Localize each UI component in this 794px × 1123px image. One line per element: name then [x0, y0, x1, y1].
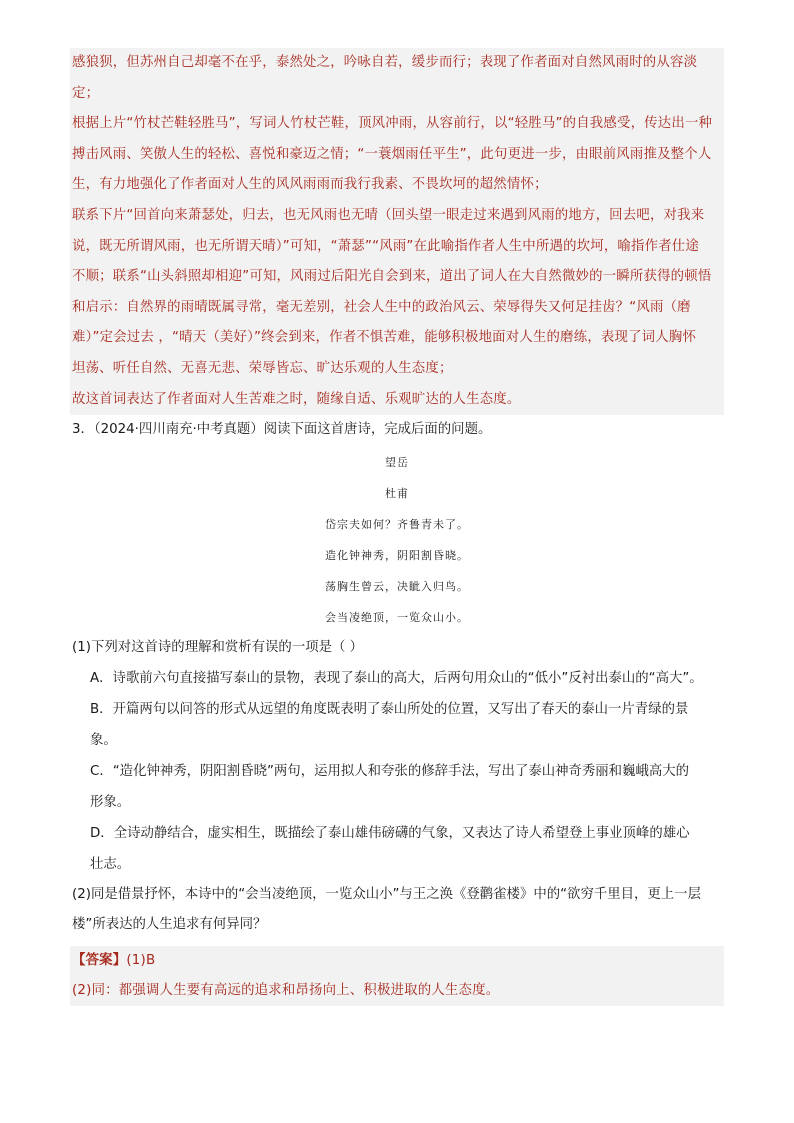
option-d-cont: 壮志。 — [90, 857, 131, 873]
analysis-line: 根据上片“竹杖芒鞋轻胜马”，写词人竹杖芒鞋，顶风冲雨，从容前行，以“轻胜马”的自我感受，传达出一种 — [72, 116, 713, 132]
option-c: C．“造化钟神秀，阴阳割昏晓”两句，运用拟人和夸张的修辞手法，写出了泰山神奇秀丽和巍峨高大的 — [90, 764, 690, 780]
analysis-line: 生，有力地强化了作者面对人生的风风雨雨而我行我素、不畏坎坷的超然情怀； — [72, 177, 548, 193]
analysis-line: 定； — [72, 85, 100, 101]
analysis-line: 坦荡、听任自然、无喜无悲、荣辱皆忘、旷达乐观的人生态度； — [72, 360, 453, 376]
poem-line: 荡胸生曾云，决眦入归鸟。 — [325, 580, 469, 594]
analysis-line: 联系下片“回首向来萧瑟处，归去，也无风雨也无晴（回头望一眼走过来遇到风雨的地方，回去吧，对我来 — [72, 207, 705, 223]
sub-question-2-cont: 楼”所表达的人生追求有何异同？ — [72, 917, 267, 933]
option-a: A．诗歌前六句直接描写泰山的景物，表现了泰山的高大，后两句用众山的“低小”反衬出泰山的“高大”。 — [90, 671, 703, 687]
analysis-line: 和启示：自然界的雨晴既属寻常，毫无差别，社会人生中的政治风云、荣辱得失又何足挂齿？“风雨（磨 — [72, 299, 691, 315]
poem-author: 杜甫 — [385, 487, 409, 501]
option-c-cont: 形象。 — [90, 795, 131, 811]
analysis-block — [70, 48, 724, 415]
analysis-line: 难）”定会过去 ，“晴天（美好）”终会到来，作者不惧苦难，能够积极地面对人生的磨练，表现了词人胸怀 — [72, 330, 697, 346]
poem — [70, 447, 724, 633]
analysis-line: 不顺；联系“山头斜照却相迎”可知，风雨过后阳光自会到来，道出了词人在大自然微妙的一瞬所获得的顿悟 — [72, 269, 712, 285]
poem-title: 望岳 — [385, 456, 409, 470]
option-b-cont: 象。 — [90, 733, 117, 749]
poem-line: 岱宗夫如何？齐鲁青未了。 — [325, 518, 469, 532]
analysis-line: 说，既无所谓风雨，也无所谓天晴）”可知，“萧瑟”“风雨”在此喻指作者人生中所遇的坎坷，喻指作者仕途 — [72, 238, 699, 254]
option-b: B．开篇两句以问答的形式从远望的角度既表明了泰山所处的位置，又写出了春天的泰山一片青绿的景 — [90, 702, 689, 718]
answer-choice: (1)B — [126, 953, 156, 969]
analysis-line: 搏击风雨、笑傲人生的轻松、喜悦和豪迈之情；“一蓑烟雨任平生”，此句更进一步，由眼前风雨推及整个人 — [72, 146, 712, 162]
analysis-line: 故这首词表达了作者面对人生苦难之时，随缘自适、乐观旷达的人生态度。 — [72, 391, 521, 407]
option-d: D．全诗动静结合，虚实相生，既描绘了泰山雄伟磅礴的气象，又表达了诗人希望登上事业顶峰的雄心 — [90, 826, 690, 842]
answer-line-1 — [70, 946, 724, 976]
poem-line: 会当凌绝顶，一览众山小。 — [325, 611, 469, 625]
document-page — [70, 48, 724, 1006]
answer-line-2: (2)同：都强调人生要有高远的追求和昂扬向上、积极进取的人生态度。 — [72, 983, 500, 999]
sub-question-2: (2)同是借景抒怀，本诗中的“会当凌绝顶，一览众山小”与王之涣《登鹳雀楼》中的“欲穷千里目，更上一层 — [72, 887, 701, 903]
question-header: 3．（2024·四川南充·中考真题）阅读下面这首唐诗，完成后面的问题。 — [72, 422, 492, 438]
sub-question-1: (1)下列对这首诗的理解和赏析有误的一项是（ ） — [72, 640, 364, 656]
answer-block — [70, 946, 724, 1006]
answer-tag: 【答案】 — [72, 953, 127, 969]
poem-line: 造化钟神秀，阴阳割昏晓。 — [325, 549, 469, 563]
analysis-line: 感狼狈，但苏州自己却毫不在乎，泰然处之，吟咏自若，缓步而行；表现了作者面对自然风雨时的从容淡 — [72, 55, 698, 70]
